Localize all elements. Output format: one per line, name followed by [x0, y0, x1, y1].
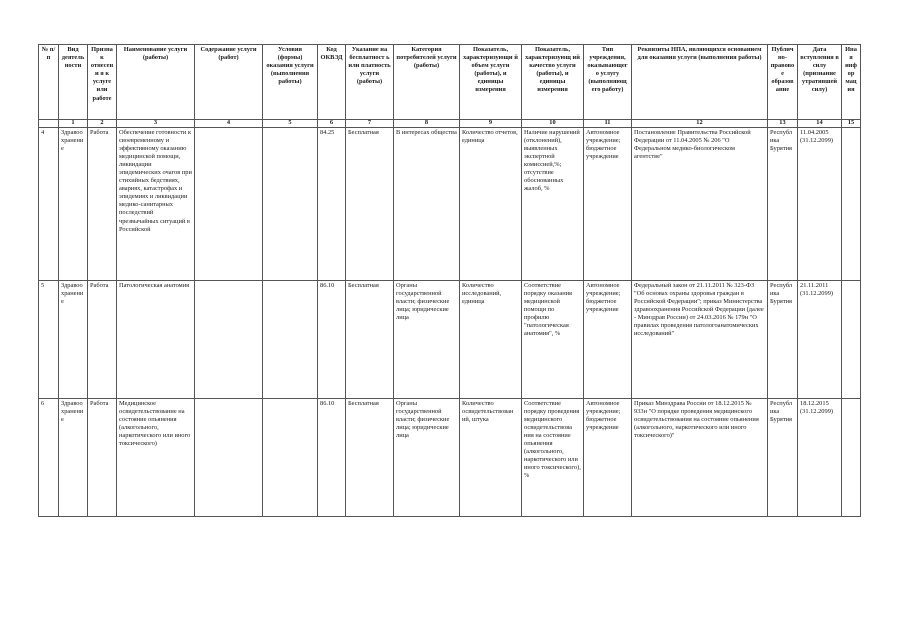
effective-date: 21.11.2011 (31.12.2099): [798, 280, 842, 398]
service-name: [117, 127, 195, 280]
payment-type: Бесплатная: [346, 280, 394, 398]
column-number-cell: 1: [59, 120, 88, 128]
effective-date: 11.04.2005 (31.12.2099): [798, 127, 842, 280]
service-content: [195, 398, 263, 516]
volume-indicator: Количество исследований, единица: [460, 280, 522, 398]
header-cell: Публич но-правово е образов ание: [768, 45, 798, 120]
row-number: 6: [39, 398, 59, 516]
header-cell: Категория потребителей услуги (работы): [394, 45, 460, 120]
column-number-cell: [39, 120, 59, 128]
table-row: [39, 127, 861, 280]
header-cell: Код ОКВЭД: [318, 45, 346, 120]
service-or-work: Работа: [88, 280, 117, 398]
okved-code: 84.25: [318, 127, 346, 280]
registry-table-page: [38, 44, 860, 517]
quality-indicator: Соответствие порядку проведения медицинского освидетельствова ния на состояние опьянения (алкогольного, наркотического или иного токсического), %: [522, 398, 584, 516]
service-or-work: Работа: [88, 127, 117, 280]
service-content: [195, 280, 263, 398]
service-or-work: Работа: [88, 398, 117, 516]
column-number-cell: 3: [117, 120, 195, 128]
service-content: [195, 127, 263, 280]
activity-type: Здравоо хранени е: [59, 127, 88, 280]
column-number-cell: 9: [460, 120, 522, 128]
column-number-cell: 15: [842, 120, 861, 128]
institution-type: Автономное учреждение; бюджетное учреждение: [584, 127, 632, 280]
service-name: Медицинское освидетельствование на состояние опьянения (алкогольного, наркотического или иного токсического): [117, 398, 195, 516]
npa-reference: Постановление Правительства Российской Федерации от 11.04.2005 № 206 "О Федеральном медико-биологическом агентстве": [632, 127, 768, 280]
column-number-cell: 5: [263, 120, 318, 128]
payment-type: Бесплатная: [346, 398, 394, 516]
okved-code: 86.10: [318, 280, 346, 398]
effective-date: 18.12.2015 (31.12.2099): [798, 398, 842, 516]
header-cell: Призна к отнесени я к услуге или работе: [88, 45, 117, 120]
header-cell: Дата вступления в силу (признание утратившей силу): [798, 45, 842, 120]
institution-type: Автономное учреждение; бюджетное учреждение: [584, 280, 632, 398]
consumer-category: Органы государственной власти; физические лица; юридические лица: [394, 398, 460, 516]
header-cell: Условия (формы) оказания услуги (выполнения работы): [263, 45, 318, 120]
header-cell: Тип учреждения, оказывающег о услугу (выполняющ его работу): [584, 45, 632, 120]
public-entity: Республ ика Бурятия: [768, 127, 798, 280]
column-number-cell: 4: [195, 120, 263, 128]
service-conditions: [263, 127, 318, 280]
table-row: [39, 398, 861, 516]
service-name-text: Обеспечение готовности к своевременному и эффективному оказанию медицинской помощи, ликвидации эпидемических очагов при стихийных бедствиях, авариях, катастрофах и эпидемиях и ликвидации медико-санитарных последствий чрезвычайных ситуаций в Российской: [119, 128, 192, 233]
institution-type: Автономное учреждение; бюджетное учреждение: [584, 398, 632, 516]
row-number: 5: [39, 280, 59, 398]
volume-indicator: Количество освидетельствован ий, штука: [460, 398, 522, 516]
npa-reference: Федеральный закон от 21.11.2011 № 323-ФЗ "Об основах охраны здоровья граждан в Российской Федерации"; приказ Министерства здравоохранения Российской Федерации (далее - Минздрав России) от 24.03.2016 № 179н "О правилах проведения патологоанатомических исследований": [632, 280, 768, 398]
column-number-cell: 10: [522, 120, 584, 128]
header-cell: Показатель, характеризующ ий качество услуги (работы), и единицы измерения: [522, 45, 584, 120]
header-row: [39, 45, 861, 120]
row-number: 4: [39, 127, 59, 280]
service-name: Патологическая анатомия: [117, 280, 195, 398]
service-conditions: [263, 280, 318, 398]
other-info: [842, 398, 861, 516]
header-cell: Реквизиты НПА, являющихся основанием для оказания услуги (выполнения работы): [632, 45, 768, 120]
volume-indicator: Количество отчетов, единица: [460, 127, 522, 280]
header-cell: Указание на бесплатност ь или платность услуги (работы): [346, 45, 394, 120]
activity-type: Здравоо хранени е: [59, 398, 88, 516]
okved-code: 86.10: [318, 398, 346, 516]
public-entity: Республ ика Бурятия: [768, 398, 798, 516]
column-number-row: [39, 120, 861, 128]
column-number-cell: 11: [584, 120, 632, 128]
column-number-cell: 8: [394, 120, 460, 128]
column-number-cell: 6: [318, 120, 346, 128]
npa-reference: Приказ Минздрава России от 18.12.2015 № 933н "О порядке проведения медицинского освидетельствования на состояние опьянения (алкогольного, наркотического или иного токсического)": [632, 398, 768, 516]
header-cell: Показатель, характеризующи й объем услуги (работы), и единицы измерения: [460, 45, 522, 120]
consumer-category: Органы государственной власти; физические лица; юридические лица: [394, 280, 460, 398]
payment-type: Бесплатная: [346, 127, 394, 280]
table-row: [39, 280, 861, 398]
consumer-category: В интересах общества: [394, 127, 460, 280]
public-entity: Республ ика Бурятия: [768, 280, 798, 398]
column-number-cell: 2: [88, 120, 117, 128]
column-number-cell: 12: [632, 120, 768, 128]
header-cell: Иная инфор мация: [842, 45, 861, 120]
other-info: [842, 280, 861, 398]
column-number-cell: 13: [768, 120, 798, 128]
activity-type: Здравоо хранени е: [59, 280, 88, 398]
quality-indicator: Наличие нарушений (отклонений), выявленных экспертной комиссией,%; отсутствие обоснованных жалоб, %: [522, 127, 584, 280]
header-cell: № п/п: [39, 45, 59, 120]
header-cell: Содержание услуги (работ): [195, 45, 263, 120]
column-number-cell: 7: [346, 120, 394, 128]
header-cell: Наименование услуги (работы): [117, 45, 195, 120]
other-info: [842, 127, 861, 280]
column-number-cell: 14: [798, 120, 842, 128]
header-cell: Вид деятель ности: [59, 45, 88, 120]
services-registry-table: [38, 44, 861, 517]
service-conditions: [263, 398, 318, 516]
quality-indicator: Соответствие порядку оказания медицинской помощи по профилю "патологическая анатомия", %: [522, 280, 584, 398]
